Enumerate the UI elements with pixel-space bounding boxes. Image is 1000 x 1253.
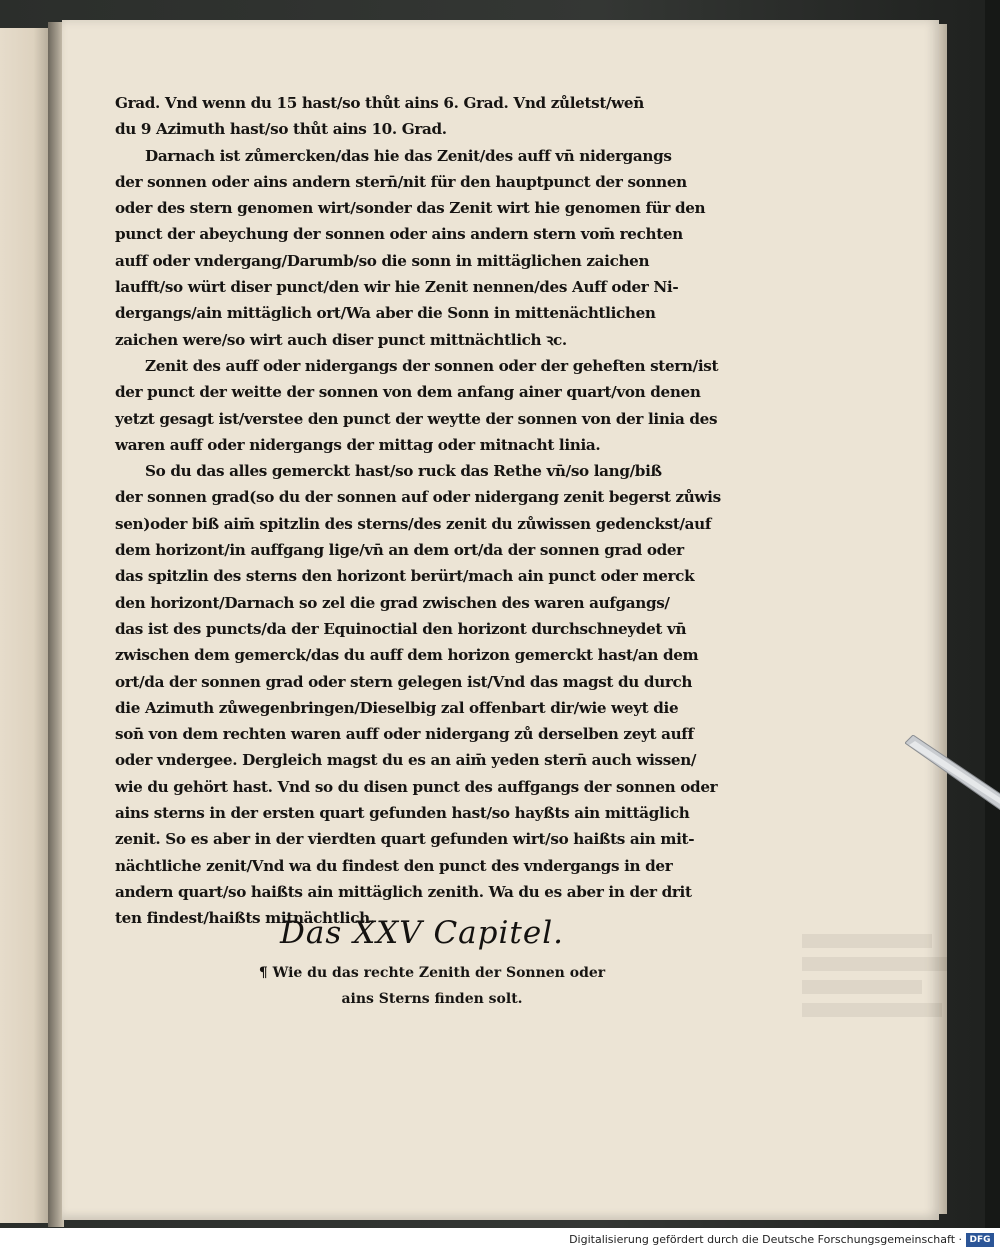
- body-text: [115, 90, 775, 932]
- text-line: yetzt gesagt ist/verstee den punct der weytte der sonnen von der linia des: [115, 409, 718, 428]
- text-line: das spitzlin des sterns den horizont berürt/mach ain punct oder merck: [115, 567, 695, 586]
- cover-edge: [985, 0, 1000, 1228]
- text-line: zwischen dem gemerck/das du auff dem horizon gemerckt hast/an dem: [115, 646, 699, 665]
- text-line: ains sterns in der ersten quart gefunden hast/so hayßts ain mittäglich: [115, 804, 690, 823]
- text-line: punct der abeychung der sonnen oder ains andern stern vom̄ rechten: [115, 225, 683, 244]
- text-line: der punct der weitte der sonnen von dem anfang ainer quart/von denen: [115, 383, 701, 402]
- footer-bar: [0, 1228, 1000, 1253]
- chapter-subtitle-line: ains Sterns finden solt.: [341, 991, 523, 1007]
- text-line: So du das alles gemerckt hast/so ruck das Rethe vn̄/so lang/biß: [145, 462, 662, 481]
- text-line: waren auff oder nidergangs der mittag oder mitnacht linia.: [115, 435, 601, 454]
- funding-note: Digitalisierung gefördert durch die Deutsche Forschungsgemeinschaft ·: [569, 1233, 962, 1246]
- bookmark-strip: [905, 735, 1000, 815]
- text-line: der sonnen oder ains andern stern̄/nit für den hauptpunct der sonnen: [115, 172, 687, 191]
- text-line: oder vndergee. Dergleich magst du es an aim̄ yeden stern̄ auch wissen/: [115, 751, 697, 770]
- left-page-edge: [0, 28, 50, 1223]
- text-line: dem horizont/in auffgang lige/vn̄ an dem ort/da der sonnen grad oder: [115, 541, 684, 560]
- text-line: zenit. So es aber in der vierdten quart gefunden wirt/so haißts ain mit-: [115, 830, 695, 849]
- text-line: der sonnen grad(so du der sonnen auf oder nidergang zenit begerst zůwis: [115, 488, 721, 507]
- text-line: dergangs/ain mittäglich ort/Wa aber die Sonn in mittenächtlichen: [115, 304, 656, 323]
- text-line: laufft/so würt diser punct/den wir hie Zenit nennen/des Auff oder Ni-: [115, 278, 679, 297]
- text-line: andern quart/so haißts ain mittäglich zenith. Wa du es aber in der drit: [115, 882, 692, 901]
- text-line: son̄ von dem rechten waren auff oder nidergang zů derselben zeyt auff: [115, 725, 694, 744]
- dfg-logo: DFG: [966, 1233, 994, 1247]
- text-line: wie du gehört hast. Vnd so du disen punct des auffgangs der sonnen oder: [115, 777, 718, 796]
- text-line: den horizont/Darnach so zel die grad zwischen des waren aufgangs/: [115, 593, 670, 612]
- text-line: du 9 Azimuth hast/so thůt ains 10. Grad.: [115, 120, 447, 139]
- text-line: zaichen were/so wirt auch diser punct mittnächtlich ꝛc.: [115, 330, 567, 349]
- text-line: ten findest/haißts mitnächtlich.: [115, 909, 375, 928]
- show-through-text: [802, 925, 952, 1045]
- text-line: auff oder vndergang/Darumb/so die sonn in mittäglichen zaichen: [115, 251, 650, 270]
- text-line: ort/da der sonnen grad oder stern gelegen ist/Vnd das magst du durch: [115, 672, 693, 691]
- book-page: [62, 20, 939, 1220]
- text-line: die Azimuth zůwegenbringen/Dieselbig zal offenbart dir/wie weyt die: [115, 698, 679, 717]
- text-line: nächtliche zenit/Vnd wa du findest den punct des vndergangs in der: [115, 856, 673, 875]
- text-line: Darnach ist zůmercken/das hie das Zenit/des auff vn̄ nidergangs: [145, 146, 672, 165]
- text-line: das ist des puncts/da der Equinoctial den horizont durchschneydet vn̄: [115, 619, 687, 638]
- text-line: Grad. Vnd wenn du 15 hast/so thůt ains 6. Grad. Vnd zůletst/wen̄: [115, 94, 644, 112]
- chapter-subtitle-line: ¶ Wie du das rechte Zenith der Sonnen oder: [258, 965, 606, 981]
- text-line: oder des stern genomen wirt/sonder das Zenit wirt hie genomen für den: [115, 199, 706, 218]
- chapter-title: Das XXV Capitel.: [279, 915, 564, 951]
- text-line: Zenit des auff oder nidergangs der sonnen oder der geheften stern/ist: [145, 356, 719, 375]
- text-line: sen)oder biß aim̄ spitzlin des sterns/des zenit du zůwissen gedenckst/auf: [115, 514, 712, 533]
- chapter-subtitle: [242, 960, 622, 1012]
